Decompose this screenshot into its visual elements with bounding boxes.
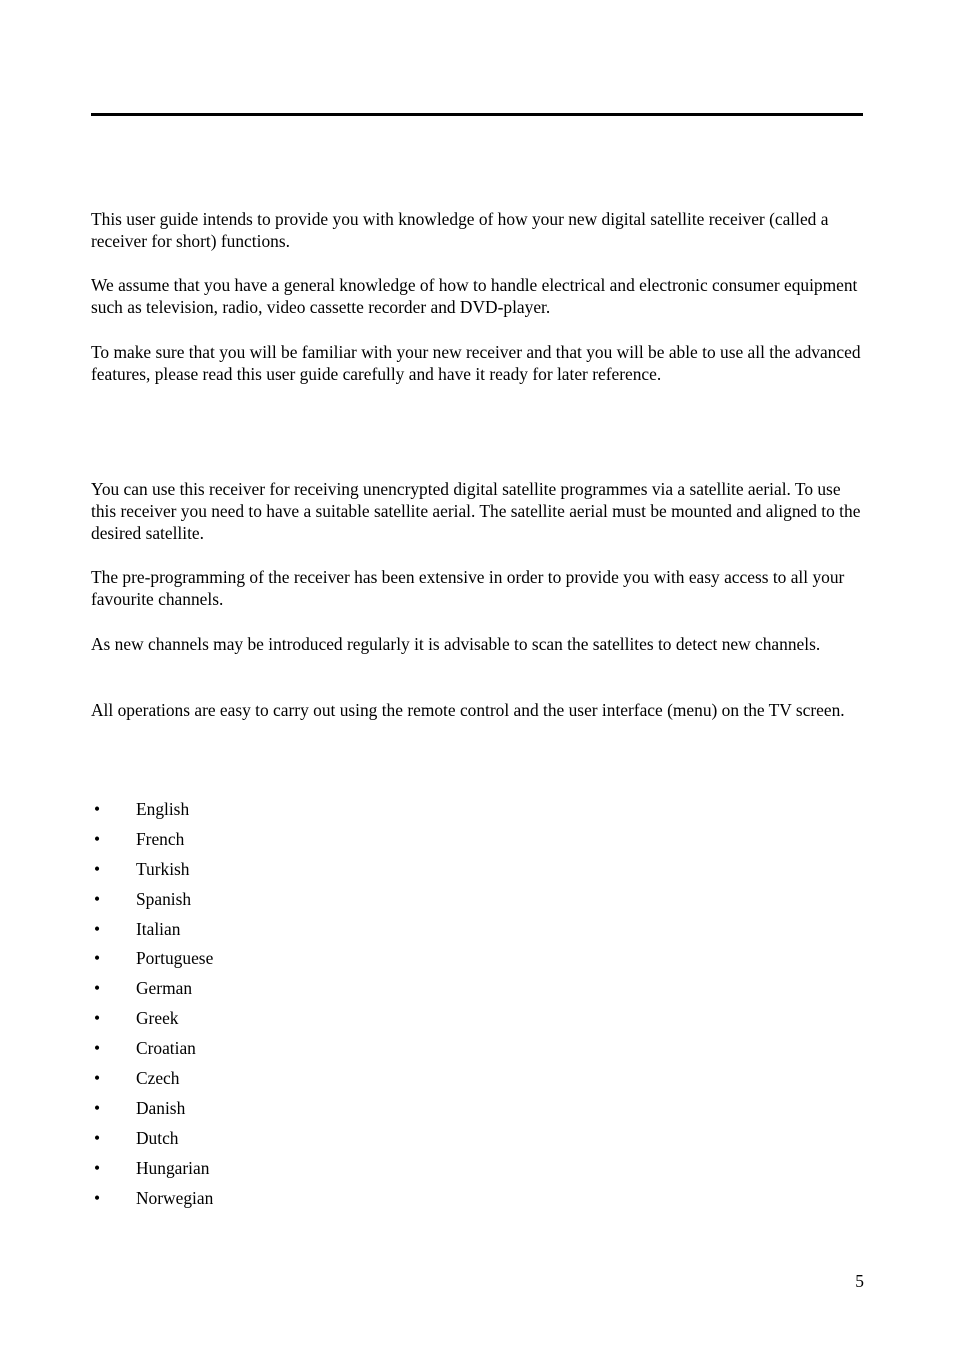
bullet-icon: •	[94, 1008, 101, 1029]
intro-paragraph-2: We assume that you have a general knowledge of how to handle electrical and electronic consumer equipment such as television, radio, video cassette recorder and DVD-player.	[91, 275, 858, 317]
intro-paragraph-1: This user guide intends to provide you with knowledge of how your new digital satellite receiver (called a receiver for short) functions.	[91, 209, 829, 251]
bullet-icon: •	[94, 1097, 101, 1118]
usage-paragraph-1: You can use this receiver for receiving unencrypted digital satellite programmes via a satellite aerial. To use this receiver you need to have a suitable satellite aerial. The satellite aerial must be mounted and aligned to the desired satellite.	[91, 479, 861, 543]
language-label: German	[136, 978, 193, 999]
bullet-icon: •	[94, 1038, 101, 1059]
language-label: Italian	[136, 918, 181, 939]
header-rule	[91, 113, 863, 116]
bullet-icon: •	[94, 799, 101, 819]
bullet-icon: •	[94, 948, 101, 969]
page-number: 5	[855, 1271, 864, 1291]
bullet-icon: •	[94, 1068, 101, 1089]
bullet-icon: •	[94, 888, 101, 909]
language-label: French	[136, 828, 185, 849]
language-label: Greek	[136, 1008, 179, 1029]
usage-paragraph-4: All operations are easy to carry out using the remote control and the user interface (menu) on the TV screen.	[91, 700, 845, 720]
bullet-icon: •	[94, 1157, 101, 1178]
usage-paragraph-3: As new channels may be introduced regularly it is advisable to scan the satellites to detect new channels.	[91, 634, 821, 654]
bullet-icon: •	[94, 1127, 101, 1148]
bullet-icon: •	[94, 978, 101, 999]
bullet-icon: •	[94, 918, 101, 939]
bullet-icon: •	[94, 858, 101, 879]
usage-paragraph-2: The pre-programming of the receiver has been extensive in order to provide you with easy access to all your favourite channels.	[91, 567, 845, 609]
bullet-icon: •	[94, 828, 101, 849]
language-label: Croatian	[136, 1038, 196, 1059]
bullet-icon: •	[94, 1187, 101, 1208]
language-label: Portuguese	[136, 948, 214, 969]
intro-paragraph-3: To make sure that you will be familiar with your new receiver and that you will be able to use all the advanced features, please read this user guide carefully and have it ready for later reference.	[91, 342, 861, 384]
language-label: English	[136, 799, 190, 819]
language-label: Spanish	[136, 888, 192, 909]
language-label: Dutch	[136, 1127, 179, 1148]
language-label: Danish	[136, 1097, 186, 1118]
language-label: Norwegian	[136, 1187, 214, 1208]
language-label: Hungarian	[136, 1157, 210, 1178]
language-label: Turkish	[136, 858, 190, 879]
language-label: Czech	[136, 1068, 180, 1089]
